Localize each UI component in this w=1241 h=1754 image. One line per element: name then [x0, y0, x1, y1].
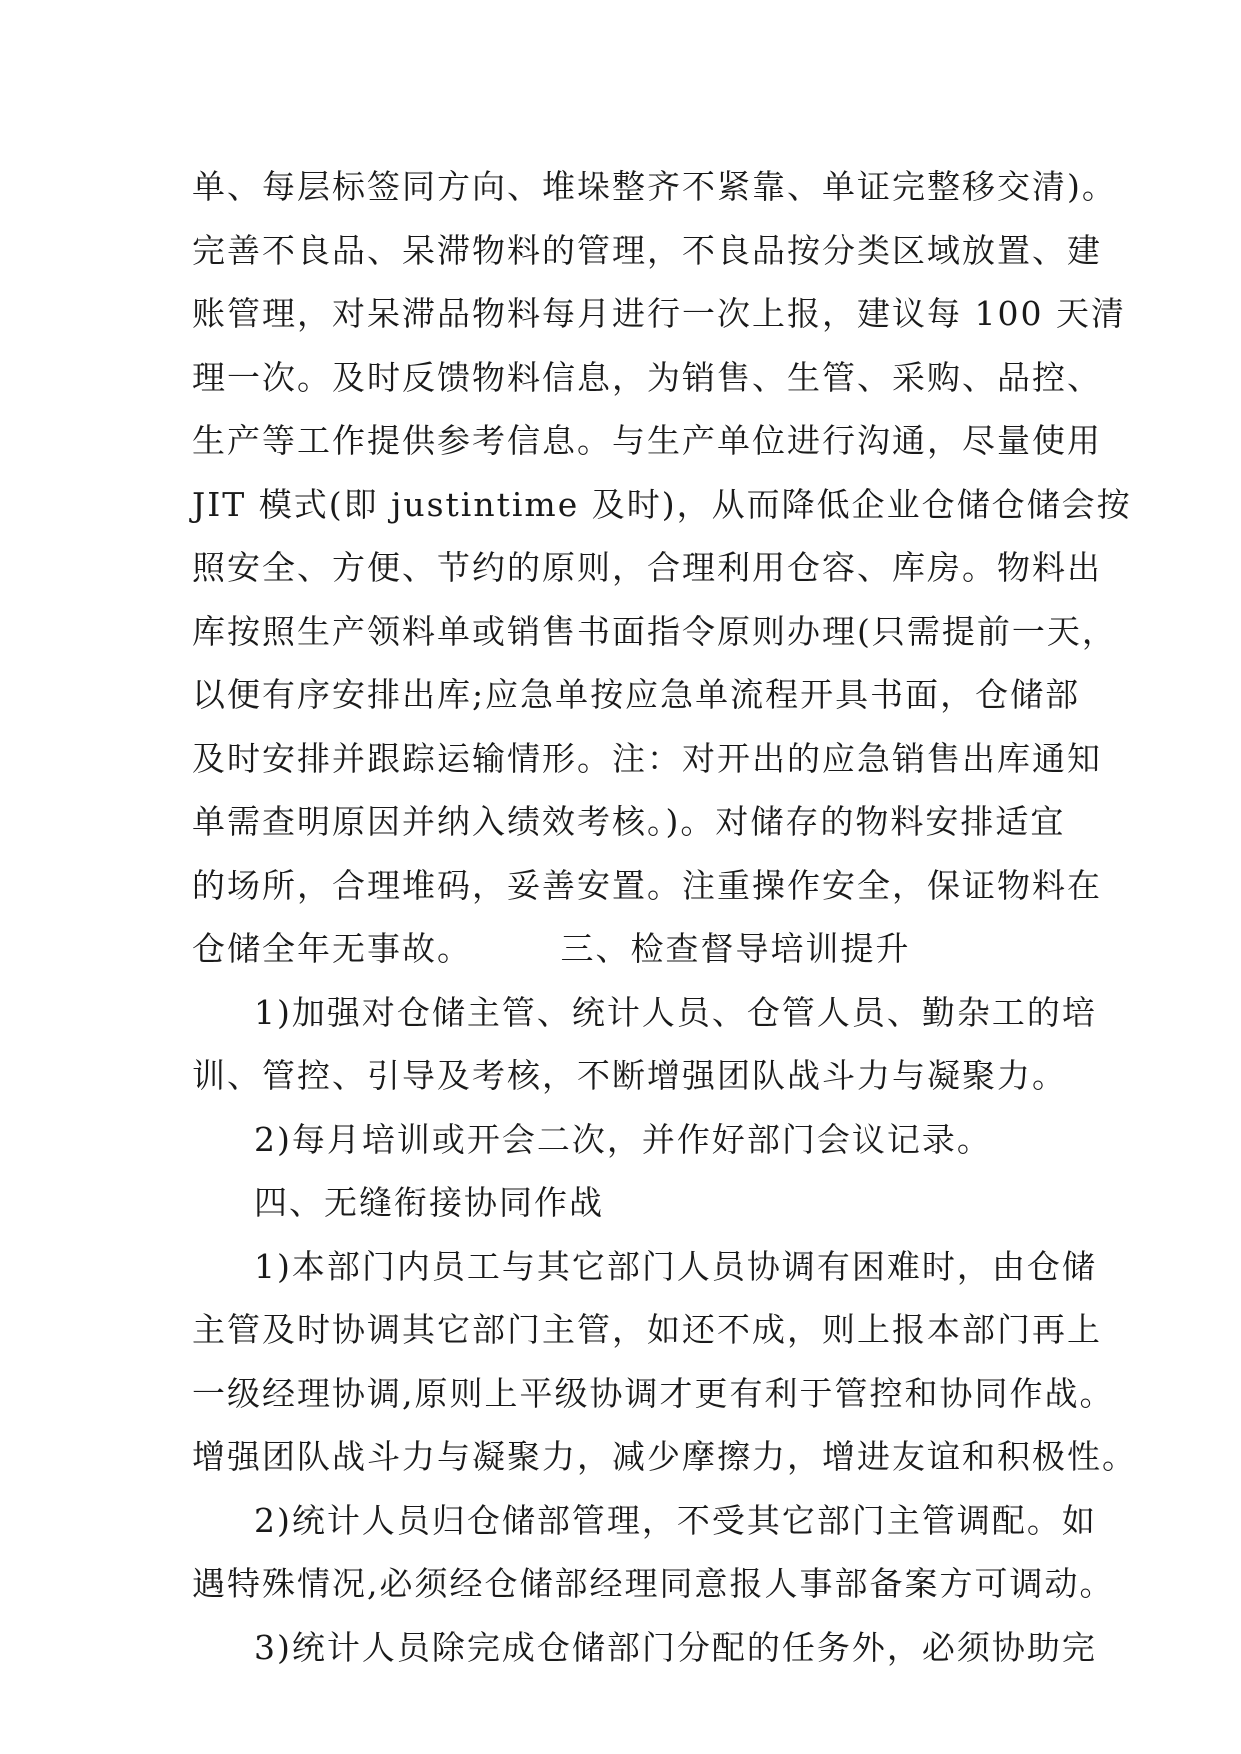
section-heading: 四、无缝衔接协同作战: [254, 1183, 604, 1222]
text-line: 以便有序安排出库;应急单按应急单流程开具书面，仓储部: [192, 675, 1081, 714]
text-line: JIT 模式(即 justintime 及时)，从而降低企业仓储仓储会按: [192, 484, 1132, 524]
text-line: 及时安排并跟踪运输情形。注：对开出的应急销售出库通知: [192, 738, 1102, 778]
text-line: 一级经理协调,原则上平级协调才更有利于管控和协同作战。: [192, 1373, 1115, 1413]
text-line: 训、管控、引导及考核，不断增强团队战斗力与凝聚力。: [192, 1056, 1067, 1095]
text-line: 库按照生产领料单或销售书面指令原则办理(只需提前一天，: [192, 611, 1117, 651]
text-line: 遇特殊情况,必须经仓储部经理同意报人事部备案方可调动。: [192, 1564, 1115, 1603]
list-item-line: 1)本部门内员工与其它部门人员协调有困难时，由仓储: [254, 1246, 1097, 1286]
list-item-line: 2)统计人员归仓储部管理，不受其它部门主管调配。如: [254, 1500, 1097, 1540]
list-item-line: 1)加强对仓储主管、统计人员、仓管人员、勤杂工的培: [254, 992, 1097, 1032]
text-line: 理一次。及时反馈物料信息，为销售、生管、采购、品控、: [192, 357, 1102, 397]
list-item-line: 2)每月培训或开会二次，并作好部门会议记录。: [254, 1119, 992, 1159]
document-body: [192, 155, 1137, 1679]
text-line: 账管理，对呆滞品物料每月进行一次上报，建议每 100 天清: [192, 294, 1126, 333]
section-heading-line: 仓储全年无事故。 三、检查督导培训提升: [192, 929, 911, 968]
text-line: 的场所，合理堆码，妥善安置。注重操作安全，保证物料在: [192, 865, 1102, 905]
text-line: 照安全、方便、节约的原则，合理利用仓容、库房。物料出: [192, 548, 1102, 587]
list-item-line: 3)统计人员除完成仓储部门分配的任务外，必须协助完: [254, 1627, 1097, 1667]
text-line: 单、每层标签同方向、堆垛整齐不紧靠、单证完整移交清)。: [192, 167, 1117, 206]
text-line: 主管及时协调其它部门主管，如还不成，则上报本部门再上: [192, 1310, 1102, 1349]
text-line: 增强团队战斗力与凝聚力，减少摩擦力，增进友谊和积极性。: [192, 1437, 1137, 1476]
text-line: 单需查明原因并纳入绩效考核。)。对储存的物料安排适宜: [192, 802, 1066, 841]
text-line: 完善不良品、呆滞物料的管理，不良品按分类区域放置、建: [192, 230, 1102, 270]
text-line: 生产等工作提供参考信息。与生产单位进行沟通，尽量使用: [192, 421, 1102, 460]
